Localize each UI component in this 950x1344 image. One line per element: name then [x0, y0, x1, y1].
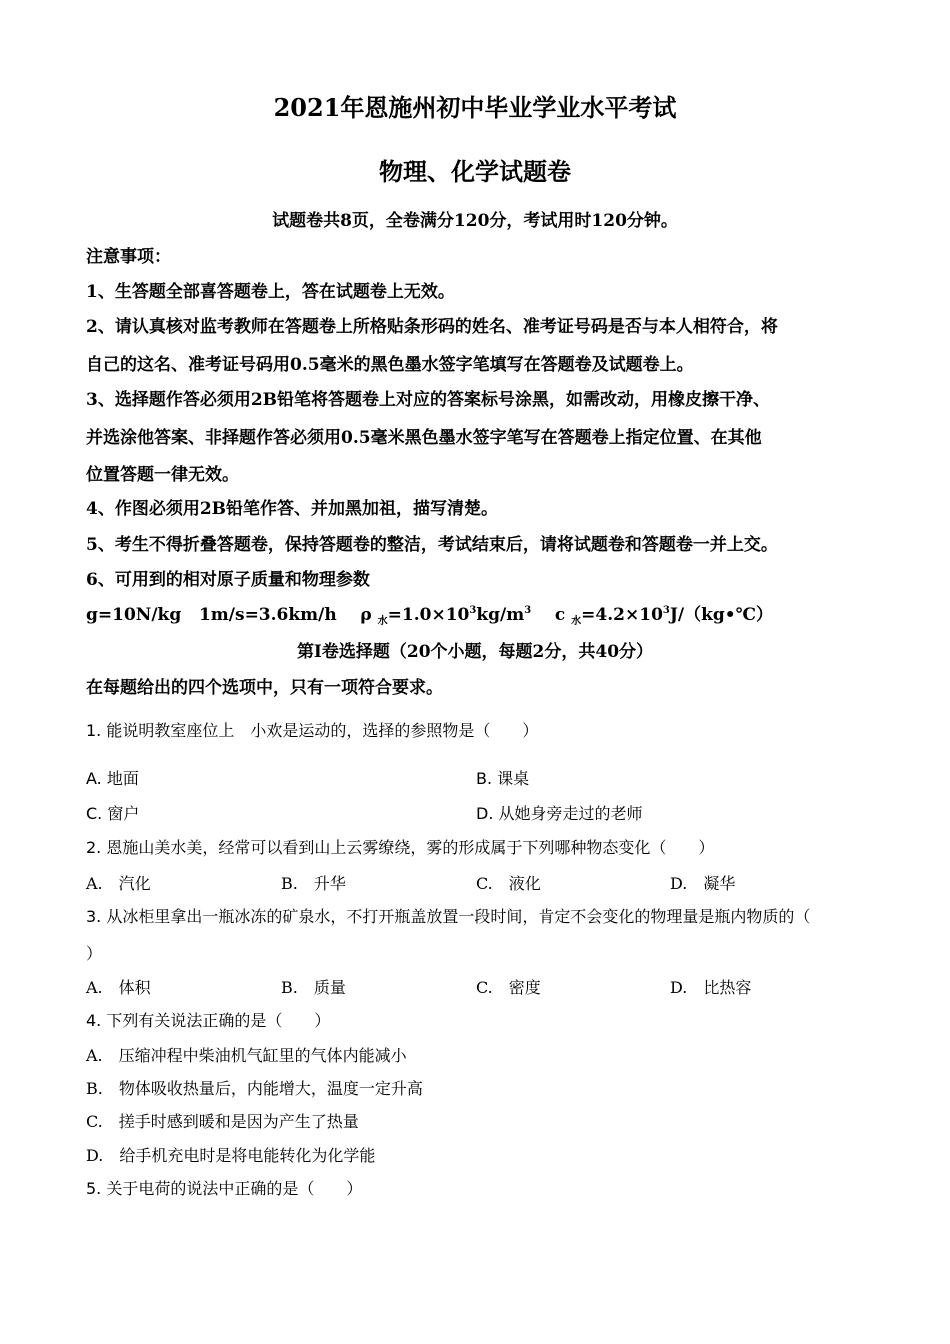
q1-option-b[interactable]	[476, 766, 529, 789]
c-exponent: 3	[662, 605, 670, 616]
exam-subtitle: 物理、化学试题卷	[379, 157, 571, 186]
q4-option-d[interactable]: D. 给手机充电时是将电能转化为化学能	[86, 1146, 376, 1165]
q2-option-c[interactable]: C. 液化	[476, 874, 541, 893]
c-subscript: 水	[571, 616, 582, 627]
notice-item-5: 5、考生不得折叠答题卷，保持答题卷的整洁，考试结束后，请将试题卷和答题卷一并上交。	[86, 535, 778, 555]
question-3-stem: 从冰柜里拿出一瓶冰冻的矿泉水，不打开瓶盖放置一段时间，肯定不会变化的物理量是瓶内物质的（	[106, 907, 811, 926]
q1-option-a-label: A.	[86, 769, 102, 788]
notice-item-6: 6、可用到的相对原子质量和物理参数	[86, 570, 370, 590]
notice-item-2-line-2: 自己的这名、准考证号码用0.5毫米的黑色墨水签字笔填写在答题卷及试题卷上。	[86, 355, 694, 375]
rho-unit-exponent: 3	[524, 605, 532, 616]
q4-option-b[interactable]: B. 物体吸收热量后，内能增大，温度一定升高	[86, 1079, 423, 1098]
exam-info: 试题卷共8页，全卷满分120分，考试用时120分钟。	[272, 211, 678, 231]
rho-exponent: 3	[469, 605, 477, 616]
c-symbol: c	[554, 605, 566, 625]
question-2-stem: 恩施山美水美，经常可以看到山上云雾缭绕，雾的形成属于下列哪种物态变化（ ）	[106, 838, 715, 857]
param-rho	[360, 605, 531, 625]
question-5	[86, 1176, 362, 1199]
q1-option-d[interactable]	[476, 801, 643, 824]
physics-params	[86, 600, 773, 625]
notice-item-4: 4、作图必须用2B铅笔作答、并加黑加祖，描写清楚。	[86, 499, 499, 519]
exam-title: 2021年恩施州初中毕业学业水平考试	[273, 93, 677, 122]
rho-value: =1.0×10	[387, 605, 470, 625]
param-c	[555, 605, 773, 625]
question-5-stem: 关于电荷的说法中正确的是（ ）	[106, 1179, 363, 1198]
question-3	[86, 904, 810, 927]
question-2-number: 2.	[86, 838, 102, 857]
notice-item-3-line-1: 3、选择题作答必须用2B铅笔将答题卷上对应的答案标号涂黑，如需改动，用橡皮擦干净、	[86, 390, 771, 410]
q3-option-b[interactable]: B. 质量	[281, 978, 346, 997]
q4-option-c[interactable]: C. 搓手时感到暖和是因为产生了热量	[86, 1112, 359, 1131]
section-title: 第I卷选择题（20个小题，每题2分，共40分）	[296, 642, 654, 662]
notice-item-3-line-2: 并选涂他答案、非择题作答必须用0.5毫米黑色墨水签字笔写在答题卷上指定位置、在其他	[86, 428, 762, 448]
notice-item-2-line-1: 2、请认真核对监考教师在答题卷上所格贴条形码的姓名、准考证号码是否与本人相符合，将	[86, 317, 778, 337]
rho-subscript: 水	[377, 616, 388, 627]
q3-option-a[interactable]: A. 体积	[86, 978, 151, 997]
q3-option-d[interactable]: D. 比热容	[670, 978, 752, 997]
notice-heading: 注意事项：	[86, 247, 171, 267]
question-1-number: 1.	[86, 721, 102, 740]
rho-unit: kg/m	[476, 605, 525, 625]
param-speed: 1m/s=3.6km/h	[198, 605, 337, 625]
question-2	[86, 835, 714, 858]
q1-option-a[interactable]	[86, 766, 139, 789]
notice-item-3-line-3: 位置答题一律无效。	[86, 465, 239, 485]
question-4-number: 4.	[86, 1011, 102, 1030]
q1-option-c-text: 窗户	[107, 804, 140, 823]
rho-symbol: ρ	[360, 605, 372, 625]
question-5-number: 5.	[86, 1179, 102, 1198]
q4-option-a[interactable]: A. 压缩冲程中柴油机气缸里的气体内能减小	[86, 1046, 407, 1065]
q2-option-a[interactable]: A. 汽化	[86, 874, 151, 893]
section-instruction: 在每题给出的四个选项中，只有一项符合要求。	[86, 678, 443, 698]
c-unit: J/（kg•℃）	[669, 605, 774, 625]
c-value: =4.2×10	[581, 605, 663, 625]
question-4	[86, 1008, 330, 1031]
q1-option-c[interactable]	[86, 801, 139, 824]
q2-option-b[interactable]: B. 升华	[281, 874, 346, 893]
question-1-stem: 能说明教室座位上 小欢是运动的，选择的参照物是（ ）	[106, 721, 539, 740]
question-4-stem: 下列有关说法正确的是（ ）	[106, 1011, 331, 1030]
q1-option-d-label: D.	[476, 804, 494, 823]
q2-option-d[interactable]: D. 凝华	[670, 874, 736, 893]
param-g: g=10N/kg	[86, 605, 182, 625]
q1-option-c-label: C.	[86, 804, 103, 823]
q1-option-d-text: 从她身旁走过的老师	[498, 804, 643, 823]
notice-item-1: 1、生答题全部喜答题卷上，答在试题卷上无效。	[86, 282, 455, 302]
question-1	[86, 718, 538, 741]
q3-option-c[interactable]: C. 密度	[476, 978, 541, 997]
q1-option-b-label: B.	[476, 769, 493, 788]
q1-option-a-text: 地面	[106, 769, 139, 788]
question-3-stem-continued: ）	[86, 944, 103, 963]
q1-option-b-text: 课桌	[497, 769, 530, 788]
question-3-number: 3.	[86, 907, 102, 926]
